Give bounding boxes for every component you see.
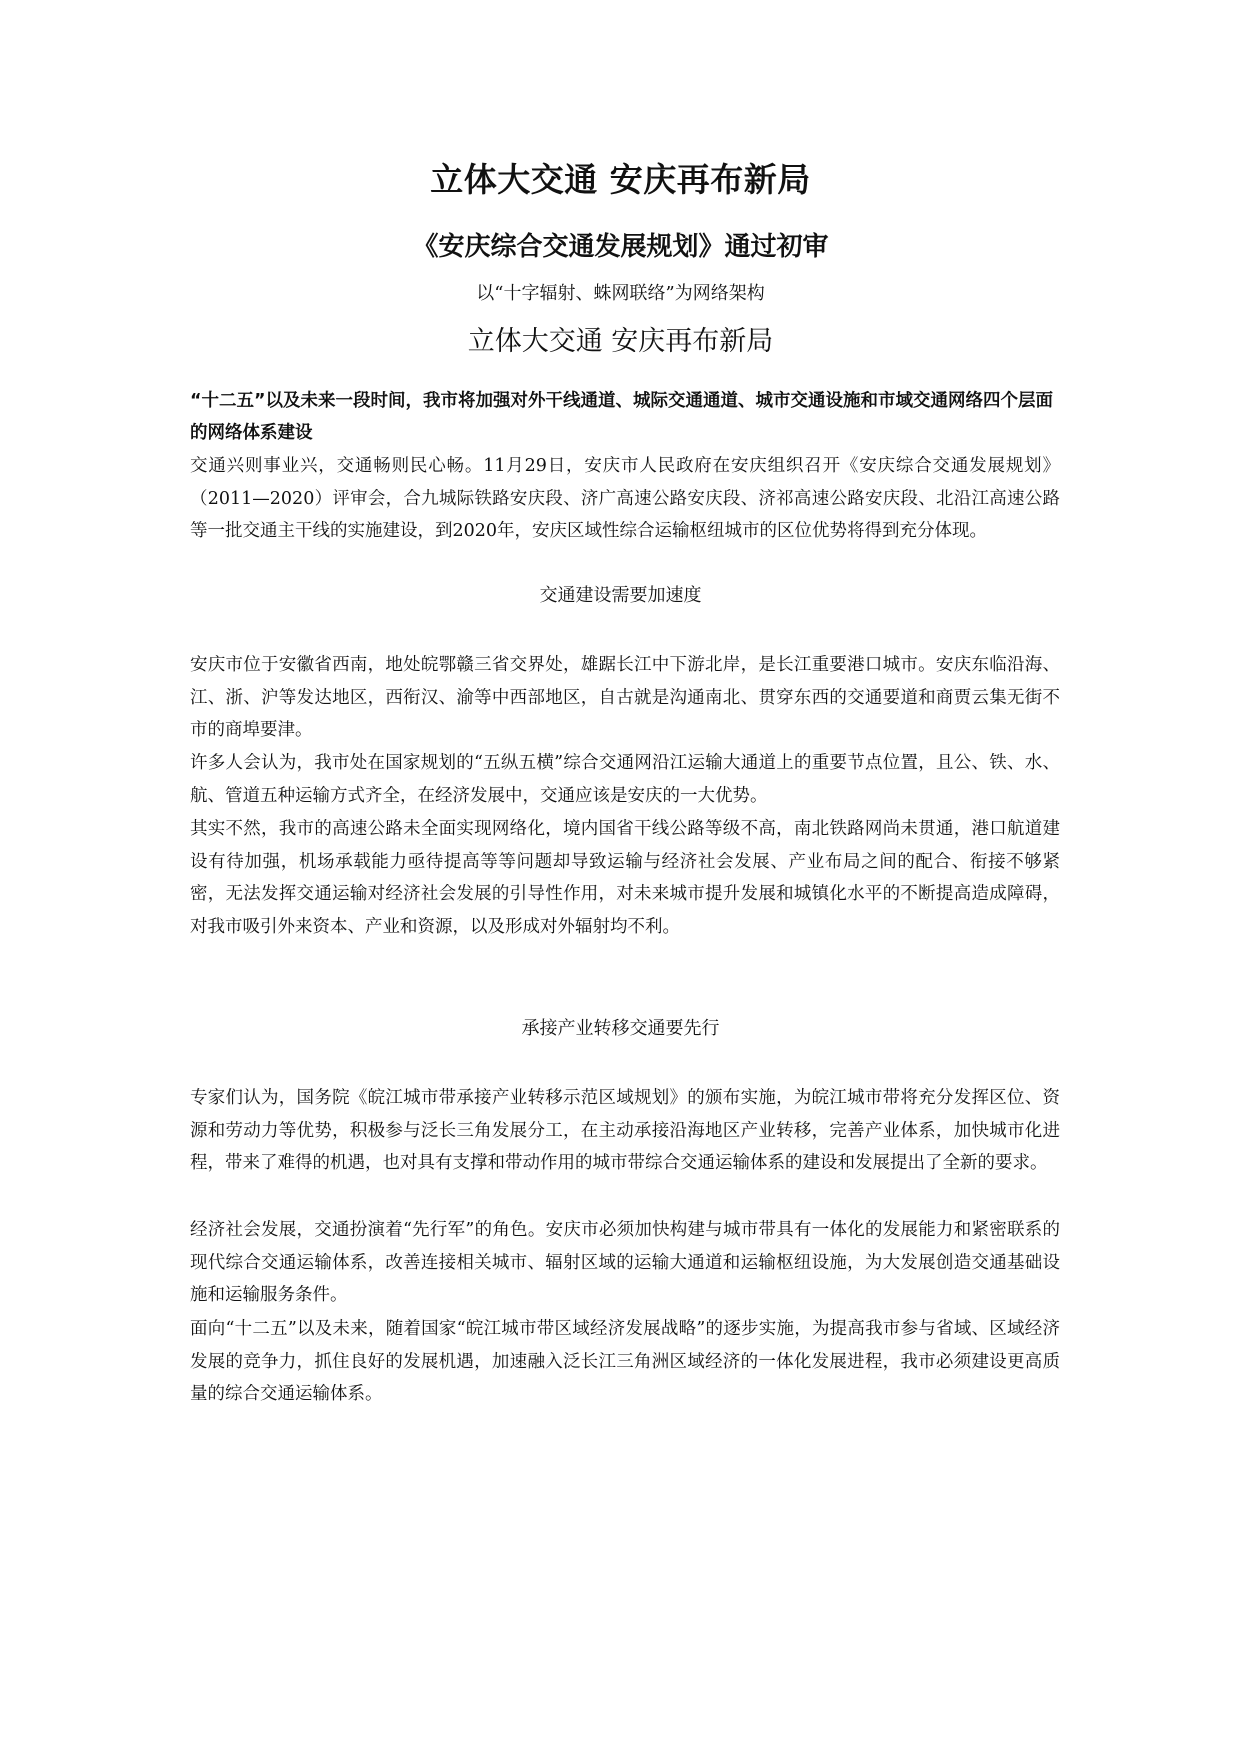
article-title: 立体大交通 安庆再布新局: [430, 160, 811, 199]
article-kicker: 以“十字辐射、蛛网联络”为网络架构: [476, 283, 765, 304]
section-heading-2: 承接产业转移交通要先行: [521, 1018, 720, 1039]
section-1-paragraph-1: 安庆市位于安徽省西南，地处皖鄂赣三省交界处，雄踞长江中下游北岸，是长江重要港口城市。安庆东临沿海、江、浙、沪等发达地区，西衔汉、渝等中西部地区，自古就是沟通南北、贯穿东西的交通要道和商贾云集无街不市的商埠要津。: [190, 655, 1060, 741]
section-heading-1: 交通建设需要加速度: [539, 585, 702, 606]
section-2-paragraph-2: 经济社会发展，交通扮演着“先行军”的角色。安庆市必须加快构建与城市带具有一体化的发展能力和紧密联系的现代综合交通运输体系，改善连接相关城市、辐射区域的运输大通道和运输枢纽设施，为大发展创造交通基础设施和运输服务条件。: [190, 1220, 1060, 1306]
intro-paragraph: 交通兴则事业兴，交通畅则民心畅。11月29日，安庆市人民政府在安庆组织召开《安庆综合交通发展规划》（2011—2020）评审会，合九城际铁路安庆段、济广高速公路安庆段、济祁高速公路安庆段、北沿江高速公路等一批交通主干线的实施建设，到2020年，安庆区域性综合运输枢纽城市的区位优势将得到充分体现。: [190, 456, 1060, 542]
article-lead: “十二五”以及未来一段时间，我市将加强对外干线通道、城际交通通道、城市交通设施和市域交通网络四个层面的网络体系建设: [190, 391, 1053, 443]
article-title-repeat: 立体大交通 安庆再布新局: [467, 326, 774, 357]
section-2-paragraph-1: 专家们认为，国务院《皖江城市带承接产业转移示范区域规划》的颁布实施，为皖江城市带将充分发挥区位、资源和劳动力等优势，积极参与泛长三角发展分工，在主动承接沿海地区产业转移，完善产业体系，加快城市化进程，带来了难得的机遇，也对具有支撑和带动作用的城市带综合交通运输体系的建设和发展提出了全新的要求。: [190, 1088, 1060, 1174]
section-1-paragraph-2: 许多人会认为，我市处在国家规划的“五纵五横”综合交通网沿江运输大通道上的重要节点位置，且公、铁、水、航、管道五种运输方式齐全，在经济发展中，交通应该是安庆的一大优势。: [190, 753, 1060, 806]
article-subtitle: 《安庆综合交通发展规划》通过初审: [412, 232, 829, 262]
section-2-paragraph-3: 面向“十二五”以及未来，随着国家“皖江城市带区域经济发展战略”的逐步实施，为提高我市参与省域、区域经济发展的竞争力，抓住良好的发展机遇，加速融入泛长江三角洲区域经济的一体化发展进程，我市必须建设更高质量的综合交通运输体系。: [190, 1319, 1060, 1405]
section-1-paragraph-3: 其实不然，我市的高速公路未全面实现网络化，境内国省干线公路等级不高，南北铁路网尚未贯通，港口航道建设有待加强，机场承载能力亟待提高等等问题却导致运输与经济社会发展、产业布局之间的配合、衔接不够紧密，无法发挥交通运输对经济社会发展的引导性作用，对未来城市提升发展和城镇化水平的不断提高造成障碍，对我市吸引外来资本、产业和资源，以及形成对外辐射均不利。: [190, 819, 1060, 937]
